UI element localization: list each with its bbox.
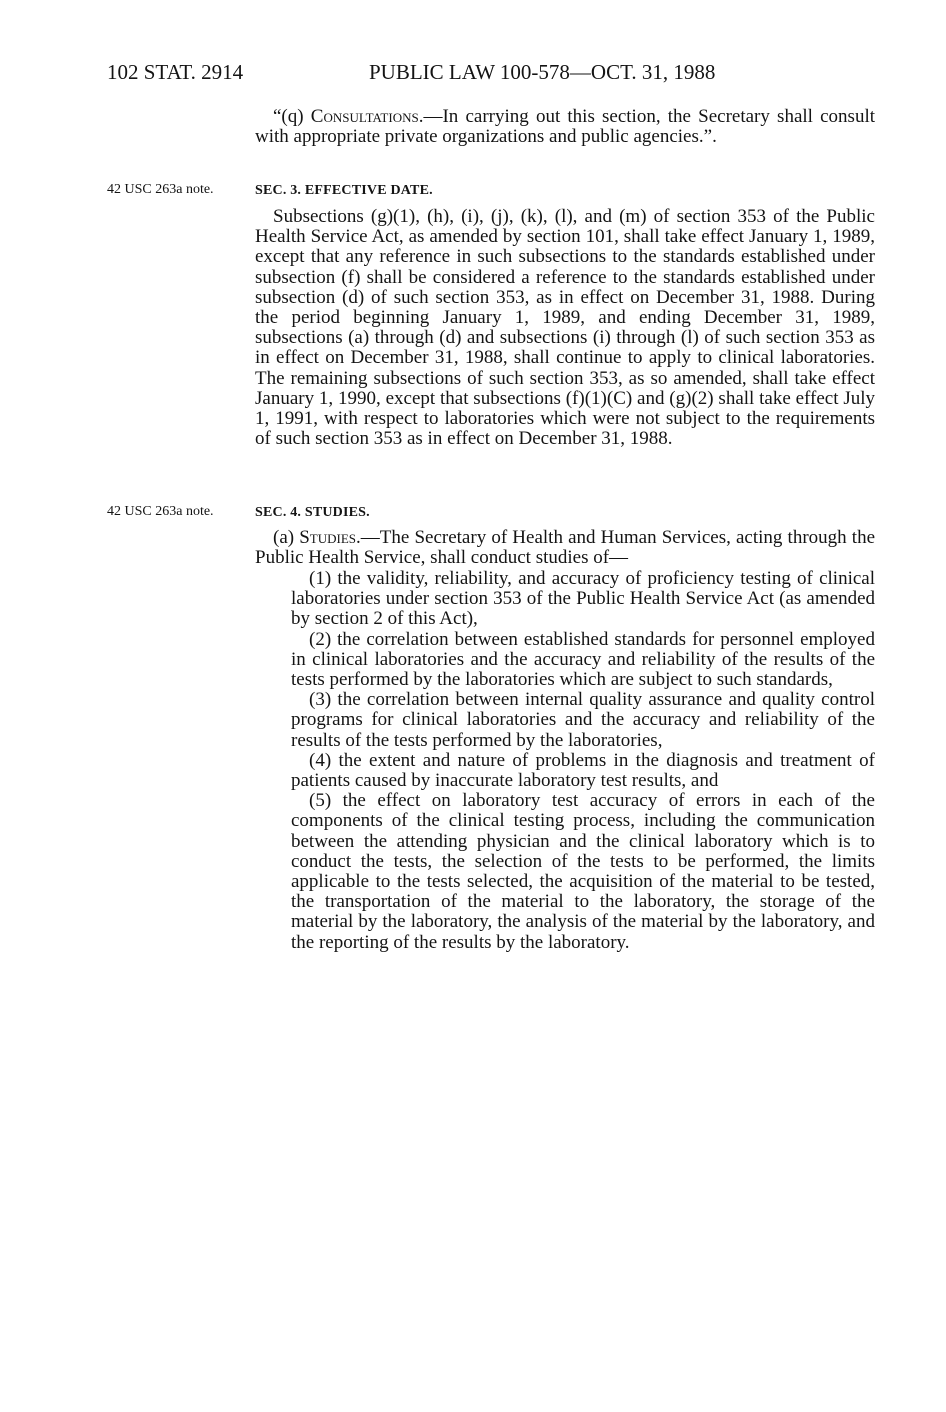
sec3-block [255,207,875,449]
study-item-1: (1) the validity, reliability, and accuracy of proficiency testing of clinical laboratories under section 353 of the Public Health Service Act (as amended by section 2 of this Act), [291,568,875,630]
consultations-text: —In carrying out this section, the Secretary shall consult with appropriate private organizations and public agencies.”. [255,106,875,148]
sec3-heading: SEC. 3. EFFECTIVE DATE. [255,183,433,198]
studies-text: —The Secretary of Health and Human Services, acting through the Public Health Service, shall conduct studies of— [255,527,876,569]
consultations-caption: Consultations. [310,106,424,127]
studies-label: (a) [273,527,300,548]
sec3-margin-note: 42 USC 263a note. [107,182,214,197]
sec3-body: Subsections (g)(1), (h), (i), (j), (k), (l), and (m) of section 353 of the Public Health Service Act, as amended by section 101, shall take effect January 1, 1989, except that any reference in such subsections to the standards established under subsection (f) shall be considered a reference to the standards established under subsection (d) of such section 353, as in effect on December 31, 1988. During the period beginning January 1, 1989, and ending December 31, 1989, subsections (a) through (d) and subsections (i) through (l) of such section 353 as in effect on December 31, 1988, shall continue to apply to clinical laboratories. The remaining subsections of such section 353, as so amended, shall take effect January 1, 1990, except that subsections (f)(1)(C) and (g)(2) shall take effect July 1, 1991, with respect to laboratories which were not subject to the requirements of such section 353 as in effect on December 31, 1988. [255,206,875,450]
running-head: PUBLIC LAW 100-578—OCT. 31, 1988 [369,60,716,84]
consultations-paragraph [255,107,875,147]
sec4-margin-note: 42 USC 263a note. [107,504,214,519]
studies-list [291,569,875,953]
consultations-open: “(q) [273,106,311,127]
study-item-5: (5) the effect on laboratory test accuracy of errors in each of the components of the clinical testing process, including the communication between the attending physician and the clinical laboratory which is to conduct the tests, the selection of the tests to be performed, the limits applicable to the tests selected, the acquisition of the material to be tested, the transportation of the material to the laboratory, the storage of the material by the laboratory, the analysis of the material by the laboratory, and the reporting of the results by the laboratory. [291,790,875,953]
study-item-4: (4) the extent and nature of problems in the diagnosis and treatment of patients caused by inaccurate laboratory test results, and [291,749,875,792]
studies-intro [255,528,875,568]
page-stat-number: 102 STAT. 2914 [107,60,244,84]
consultations-block [255,107,875,147]
sec4-heading: SEC. 4. STUDIES. [255,505,370,520]
studies-caption: Studies. [299,527,361,548]
sec4-intro-block [255,528,875,568]
study-item-3: (3) the correlation between internal quality assurance and quality control programs for clinical laboratories and the accuracy and reliability of the results of the tests performed by the laboratories, [291,689,875,751]
study-item-2: (2) the correlation between established standards for personnel employed in clinical laboratories and the accuracy and reliability of the results of the tests performed by the laboratories which are subject to such standards, [291,628,875,691]
